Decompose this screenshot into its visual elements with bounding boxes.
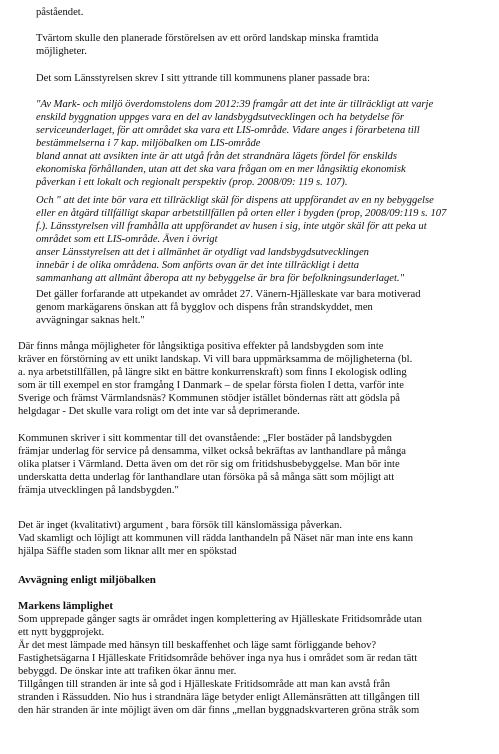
paragraph xyxy=(18,613,492,717)
text-line: Kommunen skriver i sitt kommentar till det ovanstående: „Fler bostäder på landsbygden xyxy=(18,433,392,444)
text-line: Markens lämplighet xyxy=(18,600,114,612)
text-line: Det är inget (kvalitativt) argument , bara försök till känslomässiga påverkan. xyxy=(18,520,342,531)
text-line: underskatta detta underlag för lanthandlare utan försöka på så många sätt som möjligt att xyxy=(18,472,395,483)
text-line: avvägningar saknas helt." xyxy=(36,315,145,326)
paragraph xyxy=(18,340,492,418)
text-line: Tvärtom skulle den planerade förstörelsen av ett orörd landskap minska framtida xyxy=(36,33,379,44)
text-line: som är till exempel en stor framgång I Danmark – de spelar första fiolen I detta, varför inte xyxy=(18,380,404,391)
text-line: Vad skamligt och löjligt att kommunen vill rädda lanthandeln på Näset när man inte ens kann xyxy=(18,533,414,544)
text-line: möjligheter. xyxy=(36,46,87,57)
text-line: Där finns många möjligheter för långsiktiga positiva effekter på landsbygden som inte xyxy=(18,341,384,352)
text-line: Är det mest lämpade med hänsyn till beskaffenhet och läge samt förliggande behov? xyxy=(18,640,377,651)
text-line: ekonomiska förhållanden, utan att det ska vara frågan om en mer långsiktig ekonomisk xyxy=(36,164,406,175)
text-line: Avvägning enligt miljöbalken xyxy=(18,574,156,586)
text-line: hjälpa Säffle staden som liknar allt mer en spökstad xyxy=(18,546,237,557)
text-line: anser Länsstyrelsen att det i allmänhet är otydligt vad landsbygdsutvecklingen xyxy=(36,247,369,258)
paragraph xyxy=(36,194,488,285)
text-line: Sverige och främst Värmlandsnäs? Kommunen stödjer istället böndernas rätt att gödsla på xyxy=(18,393,400,404)
text-line: olika platser i Värmland. Detta även om det rör sig om fritidshusbebyggelse. Man bör inte xyxy=(18,459,400,470)
text-line: ett nytt byggprojekt. xyxy=(18,627,105,638)
text-line: Tillgången till stranden är inte så god i Hjälleskate Fritidsområde att man kan avstå från xyxy=(18,679,391,690)
text-line: Det som Länsstyrelsen skrev I sitt yttrande till kommunens planer passade bra: xyxy=(36,73,370,84)
text-line: "Av Mark- och miljö överdomstolens dom 2012:39 framgår att det inte är tillräckligt att varje xyxy=(36,99,434,110)
paragraph xyxy=(36,98,488,189)
paragraph xyxy=(18,519,492,558)
text-line: helgdagar - Det skulle vara roligt om det inte var så deprimerande. xyxy=(18,406,300,417)
text-line: påverkan i ett lokalt och regionalt perspektiv (prop. 2008/09: 119 s. 107). xyxy=(36,177,348,188)
text-line: kräver en förstörning av ett unikt landskap. Vi vill bara uppmärksamma de möjligheterna (bl. xyxy=(18,354,413,365)
paragraph xyxy=(36,32,488,58)
text-line: främjar underlag för service på densamma, vilket också bekräftas av lanthandlare på många xyxy=(18,446,406,457)
text-line: Som upprepade gånger sagts är området ingen komplettering av Hjälleskate Fritidsområde utan xyxy=(18,614,422,625)
text-line: Fastighetsägarna I Hjälleskate Fritidsområde behöver inga nya hus i området som är redan tätt xyxy=(18,653,418,664)
text-line: sammanhang att allmänt åberopa att ny bebyggelse är bra för befolkningsunderlaget." xyxy=(36,273,405,284)
text-line: Och " att det inte bör vara ett tillräckligt skäl för dispens att uppförandet av en ny bebyggelse xyxy=(36,195,434,206)
paragraph xyxy=(18,432,492,497)
text-line: bestämmelserna i 7 kap. miljöbalken om LIS-område xyxy=(36,138,261,149)
text-line: området som ett LIS-område. Även i övrigt xyxy=(36,234,218,245)
text-line: innebär i de olika områdena. Som anförts ovan är det inte tillräckligt i detta xyxy=(36,260,360,271)
paragraph xyxy=(36,6,488,19)
paragraph xyxy=(36,288,488,327)
text-line: påståendet. xyxy=(36,7,84,18)
text-line: Det gäller forfarande att utpekandet av området 27. Vänern-Hjälleskate var bara motiverad xyxy=(36,289,421,300)
section-heading xyxy=(18,600,492,613)
text-line: stranden i Rässudden. Nio hus i strandnära läge betyder enligt Allemänsrätten att tillgången till xyxy=(18,692,420,703)
text-line: enskild byggnation uppges vara en del av landsbygdsutvecklingen och ha betydelse för xyxy=(36,112,405,123)
text-line: bebyggd. De önskar inte att trafiken ökar ännu mer. xyxy=(18,666,237,677)
text-line: a. nya arbetstillfällen, på längre sikt en bättre konkurrenskraft) som finns I ekologisk odling xyxy=(18,367,407,378)
paragraph xyxy=(36,72,488,85)
text-line: eller en åtgärd tillfälligt skapar arbetstillfällen på orten eller i bygden (prop, 2008/09:119 s. 107 xyxy=(36,208,447,219)
text-line: den här stranden är inte möjligt även om där finns „mellan byggnadskvarteren gröna stråk som xyxy=(18,705,420,716)
text-line: f.). Länsstyrelsen vill framhålla att uppförandet av husen i sig, inte utgör skäl för att peka ut xyxy=(36,221,427,232)
text-line: genom markägarens önskan att få bygglov och dispens från strandskyddet, men xyxy=(36,302,373,313)
text-line: serviceunderlaget, för att området ska vara ett LIS-område. Vidare anges i förarbetena till xyxy=(36,125,420,136)
text-line: främja utvecklingen på landsbygden." xyxy=(18,485,179,496)
text-line: bland annat att avsikten inte är att utgå från det strandnära lägets fördel för enskilds xyxy=(36,151,397,162)
section-heading xyxy=(18,574,492,587)
